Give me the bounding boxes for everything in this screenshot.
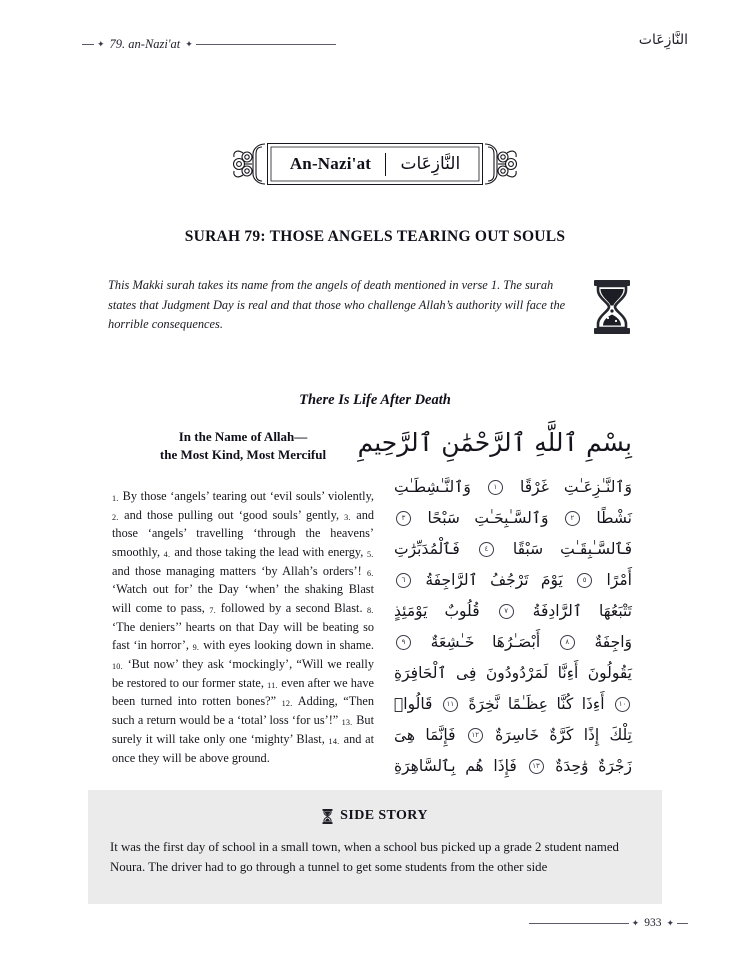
arabic-verse-text: فَإِذَا هُم بِٱلسَّاهِرَةِ (394, 757, 517, 775)
scripture-columns (112, 428, 632, 813)
header-arabic-title: النَّازِعَات (638, 32, 688, 48)
verse-number: 5. (366, 549, 374, 559)
verse-text: and those pulling out ‘good souls’ gently, (119, 507, 345, 522)
arabic-verse-text: وَٱلسَّـٰبِحَـٰتِ سَبْحًا (413, 509, 549, 527)
arabic-verses (394, 472, 632, 813)
ayah-number-marker: ٦ (396, 573, 411, 588)
verse-number: 13. (341, 718, 353, 728)
arabic-verse-text: قَالُوا۟ تِلْكَ إِذًا كَرَّةٌ خَاسِرَةٌ (394, 695, 632, 744)
arabic-verse-text: فَٱلسَّـٰبِقَـٰتِ سَبْقًا (495, 540, 632, 558)
ayah-number-marker: ١٠ (615, 697, 630, 712)
running-title: 79. an-Nazi'at (109, 36, 181, 51)
verse-text: Adding, “Then such a return would be a ‘total’ loss ‘for us’!” (112, 694, 374, 728)
ayah-number-marker: ١٣ (529, 759, 544, 774)
verse-number: 3. (344, 512, 351, 522)
arabesque-ornament-icon (231, 140, 267, 188)
verse-number: 4. (163, 549, 171, 559)
verse-text: with eyes looking down in shame. (199, 638, 374, 653)
banner-arabic-name: النَّازِعَات (400, 154, 461, 174)
ayah-number-marker: ٨ (560, 635, 575, 650)
arabic-column (357, 428, 632, 813)
banner-box (267, 143, 483, 185)
diamond-ornament-icon: ✦ (185, 38, 193, 49)
side-story-title: SIDE STORY (340, 808, 428, 823)
verse-text: By those ‘angels’ tearing out ‘evil souls’ violently, (119, 488, 374, 503)
verse-text: even after we have been turned into rotten bones?” (112, 675, 374, 709)
page-number: 933 (644, 917, 662, 929)
verse-number: 12. (281, 699, 293, 709)
verse-text: and at once they will be above ground. (112, 731, 374, 765)
section-title: There Is Life After Death (299, 392, 451, 408)
hourglass-icon (590, 278, 634, 336)
arabic-verse-text: وَٱلنَّـٰزِعَـٰتِ غَرْقًا (504, 478, 632, 496)
ayah-number-marker: ٩ (396, 635, 411, 650)
surah-heading: SURAH 79: THOSE ANGELS TEARING OUT SOULS (184, 228, 566, 245)
arabic-verse-text: أَبْصَـٰرُهَا خَـٰشِعَةٌ (413, 633, 541, 651)
surah-intro-row (108, 276, 668, 336)
bismillah-english (112, 428, 374, 465)
arabic-verse-text: تَتْبَعُهَا ٱلرَّادِفَةُ (515, 602, 632, 620)
verse-number: 6. (366, 568, 374, 578)
bismillah-english-line2: the Most Kind, Most Merciful (159, 447, 327, 463)
banner-separator (385, 153, 386, 176)
arabesque-ornament-icon (483, 140, 519, 188)
arabic-verse-text: أَءِذَا كُنَّا عِظَـٰمًا نَّخِرَةً (459, 695, 605, 713)
translation-column (112, 428, 374, 813)
arabic-verse-text: يَقُولُونَ أَءِنَّا لَمَرْدُودُونَ فِى ٱلْحَافِرَةِ (394, 664, 632, 682)
bismillah-arabic: بِسْمِ ٱللَّهِ ٱلرَّحْمَٰنِ ٱلرَّحِيمِ (357, 428, 632, 457)
side-story-title-row (110, 808, 640, 824)
ayah-number-marker: ١٢ (468, 728, 483, 743)
surah-banner (0, 140, 750, 188)
side-story-box (88, 790, 662, 904)
ayah-number-marker: ٣ (396, 511, 411, 526)
diamond-ornament-icon: ✦ (631, 917, 640, 928)
verse-number: 11. (267, 680, 278, 690)
verse-text: and those managing matters ‘by Allah’s orders’! (112, 563, 367, 578)
verse-number: 1. (112, 493, 119, 503)
header-rule-right (196, 44, 336, 45)
surah-intro-text: This Makki surah takes its name from the angels of death mentioned in verse 1. The surah states that Judgment Day is real and that those who challenge Allah’s authority will face the horrible consequences. (108, 278, 566, 332)
arabic-verse-text: وَٱلنَّـٰشِطَـٰتِ نَشْطًا (394, 478, 632, 527)
translation-text (112, 487, 374, 767)
ayah-number-marker: ١١ (443, 697, 458, 712)
verse-text: and those taking the lead with energy, (170, 544, 367, 559)
verse-number: 14. (328, 736, 340, 746)
diamond-ornament-icon: ✦ (97, 38, 105, 49)
ayah-number-marker: ٢ (565, 511, 580, 526)
footer-rule-right (677, 923, 688, 924)
footer-rule-left (529, 923, 629, 924)
verse-number: 9. (192, 643, 200, 653)
verse-text: ‘The deniers’’ hearts on that Day will be beating so fast ‘in horror’, (112, 619, 374, 653)
verse-text: But surely it will take only one ‘mighty’ Blast, (112, 713, 375, 746)
arabic-verse-text: فَإِنَّمَا هِىَ زَجْرَةٌ وَٰحِدَةٌ (394, 726, 632, 775)
banner-english-name: An-Nazi'at (289, 154, 372, 173)
ayah-number-marker: ١ (488, 480, 503, 495)
ayah-number-marker: ٧ (499, 604, 514, 619)
header-left-group (82, 34, 336, 54)
page-footer (529, 915, 688, 931)
ayah-number-marker: ٥ (577, 573, 592, 588)
verse-text: ‘Watch out for’ the Day ‘when’ the shaking Blast will come to pass, (112, 582, 374, 616)
arabic-verse-text: قُلُوبٌ يَوْمَئِذٍ وَاجِفَةٌ (394, 602, 632, 651)
verse-text: followed by a second Blast. (216, 601, 367, 616)
ayah-number-marker: ٤ (479, 542, 494, 557)
arabic-verse-text: فَٱلْمُدَبِّرَٰتِ أَمْرًا (394, 540, 632, 589)
running-header (0, 34, 750, 54)
bismillah-english-line1: In the Name of Allah— (178, 429, 308, 444)
verse-text: and those ‘angels’ travelling ‘through the heavens’ smoothly, (112, 507, 374, 559)
verse-number: 7. (209, 606, 216, 616)
verse-text: ‘But now’ they ask ‘mockingly’, “Will we really be restored to our former state, (112, 657, 374, 690)
arabic-verse-text: يَوْمَ تَرْجُفُ ٱلرَّاجِفَةُ (413, 571, 563, 589)
diamond-ornament-icon: ✦ (666, 917, 674, 928)
header-rule-left (82, 44, 94, 45)
side-story-body: It was the first day of school in a small town, when a school bus picked up a grade 2 student named Noura. The driver had to go through a tunnel to get some students from the other side (110, 840, 619, 874)
verse-number: 2. (112, 512, 119, 522)
verse-number: 10. (112, 662, 123, 672)
verse-number: 8. (366, 606, 374, 616)
hourglass-icon (322, 809, 333, 824)
